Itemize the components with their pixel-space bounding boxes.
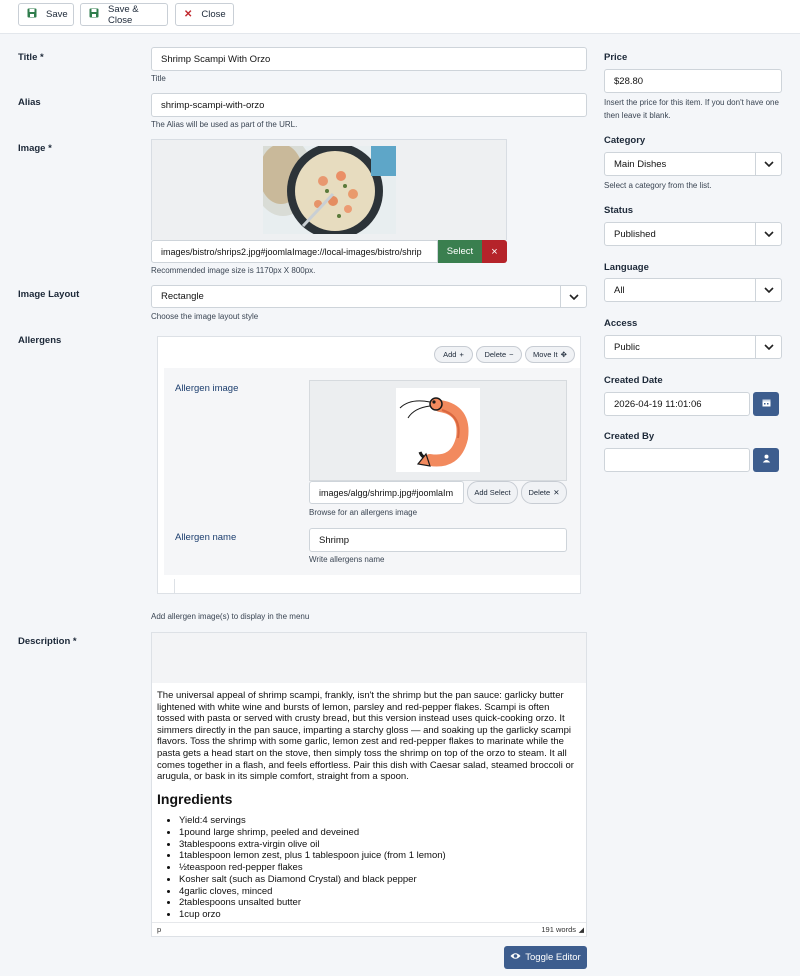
language-select[interactable] [604,278,782,302]
close-icon: ✕ [553,488,560,497]
ingredient-item: • Yield:4 servings [179,815,575,827]
description-label: Description * [18,636,77,647]
close-label: Close [201,9,226,20]
allergen-image-label: Allergen image [175,383,239,394]
ingredients-list [157,815,575,920]
language-value: All [614,284,625,296]
minus-icon: − [509,350,514,359]
allergen-image-delete-button[interactable] [521,481,567,504]
status-value: Published [614,228,656,240]
description-intro: The universal appeal of shrimp scampi, frankly, isn't the shrimp but the pan sauce: garlicky butter lightened with white wine and bursts of lemon, parsley and red-pepper flakes. Scampi is often tossed with pasta or served with crusty bread, but this version instead uses quick-cooking orzo. It simmers directly in the pan sauce, imparting a starchy gloss — and soaking up the garlicky scampi flavors. Toss the shrimp with some garlic, lemon zest and red-pepper flakes to marinate while the pasta gets a head start on the stove, then simply toss the shrimp on top of the orzo to steam. It all comes together in a flash, and feels effortless. Pair this dish with Caesar salad, steamed broccoli or arugula, or bask in its simple comfort, straight from a spoon. [157,690,574,783]
image-preview [263,146,396,234]
allergen-image-path-input[interactable]: images/algg/shrimp.jpg#joomlaIm [309,481,464,504]
editor-path: p [157,925,162,934]
image-select-button[interactable]: Select [438,240,482,263]
ingredient-item: • 2tablespoons unsalted butter [179,897,575,909]
allergen-row [164,368,580,575]
description-content [157,690,575,921]
allergen-add-button[interactable] [434,346,473,363]
category-help: Select a category from the list. [604,181,712,190]
status-select[interactable] [604,222,782,246]
select-user-button[interactable] [753,448,779,472]
allergen-name-label: Allergen name [175,532,237,543]
word-count: 191 words [541,925,576,934]
save-button[interactable] [18,3,74,26]
price-help: Insert the price for this item. If you don't have one then leave it blank. [604,98,779,120]
editor-statusbar [152,922,586,936]
chevron-down-icon [755,279,781,301]
chevron-down-icon [755,336,781,358]
move-icon: ✥ [560,350,567,359]
allergen-move-button[interactable] [525,346,575,363]
allergen-name-input[interactable]: Shrimp [309,528,567,552]
calendar-icon [762,398,771,410]
resize-handle-icon[interactable]: ◢ [578,927,584,934]
price-input[interactable]: $28.80 [604,69,782,93]
save-close-label: Save & Close [108,3,139,26]
close-icon: ✕ [184,9,193,20]
allergen-image-delete-label: Delete [528,488,551,497]
eye-icon [510,952,521,963]
chevron-down-icon [560,286,586,307]
image-clear-button[interactable]: × [482,240,507,263]
allergen-delete-button[interactable] [476,346,522,363]
image-preview-box [151,139,507,240]
created-date-label: Created Date [604,375,663,386]
image-label: Image * [18,143,52,154]
save-close-button[interactable] [80,3,168,26]
save-label: Save [46,9,68,20]
status-label: Status [604,205,634,216]
image-layout-select[interactable] [151,285,587,308]
allergen-add-select-button[interactable]: Add Select [467,481,518,504]
image-help: Recommended image size is 1170px X 800px. [151,266,316,275]
allergen-name-help: Write allergens name [309,555,385,564]
created-date-input[interactable]: 2026-04-19 11:01:06 [604,392,750,416]
save-icon [27,8,37,21]
image-layout-help: Choose the image layout style [151,312,259,321]
category-select[interactable] [604,152,782,176]
created-by-label: Created By [604,431,655,442]
price-label: Price [604,52,628,63]
editor-toolbar [152,633,586,683]
title-input[interactable]: Shrimp Scampi With Orzo [151,47,587,71]
alias-label: Alias [18,97,41,108]
toggle-editor-label: Toggle Editor [525,952,581,963]
ingredient-item: • 1tablespoon lemon zest, plus 1 tablespoon juice (from 1 lemon) [179,850,575,862]
allergen-add-label: Add [443,350,457,359]
calendar-button[interactable] [753,392,779,416]
title-label: Title * [18,52,44,63]
allergens-label: Allergens [18,335,62,346]
access-value: Public [614,341,640,353]
ingredient-item: • ½teaspoon red-pepper flakes [179,862,575,874]
ingredient-item: • 4garlic cloves, minced [179,886,575,898]
ingredient-item: • 3tablespoons extra-virgin olive oil [179,839,575,851]
access-label: Access [604,318,638,329]
access-select[interactable] [604,335,782,359]
toggle-editor-button[interactable] [504,946,587,969]
ingredient-item: • Kosher salt (such as Diamond Crystal) and black pepper [179,874,575,886]
alias-help: The Alias will be used as part of the URL. [151,120,298,129]
allergen-image-preview-box [309,380,567,481]
allergen-delete-label: Delete [484,350,507,359]
image-path-input[interactable]: images/bistro/shrips2.jpg#joomlaImage://local-images/bistro/shrip [151,240,438,263]
save-icon [89,8,99,21]
close-button[interactable] [175,3,234,26]
image-layout-label: Image Layout [18,289,80,300]
allergens-help: Add allergen image(s) to display in the menu [151,612,310,621]
user-icon [762,454,771,466]
alias-input[interactable]: shrimp-scampi-with-orzo [151,93,587,117]
allergen-move-label: Move It [533,350,558,359]
allergens-repeatable [157,336,581,594]
toolbar [0,0,800,34]
ingredients-heading: Ingredients [157,790,233,807]
shrimp-image [396,388,480,472]
plus-icon: + [459,350,464,359]
created-by-input[interactable] [604,448,750,472]
category-value: Main Dishes [614,158,667,170]
chevron-down-icon [755,223,781,245]
allergen-browse-help: Browse for an allergens image [309,508,418,517]
language-label: Language [604,262,649,273]
ingredient-item: • 1pound large shrimp, peeled and deveined [179,827,575,839]
title-help: Title [151,74,166,83]
ingredient-item: • 1cup orzo [179,909,575,921]
category-label: Category [604,135,646,146]
row-divider [174,579,175,593]
chevron-down-icon [755,153,781,175]
image-layout-value: Rectangle [161,291,204,302]
